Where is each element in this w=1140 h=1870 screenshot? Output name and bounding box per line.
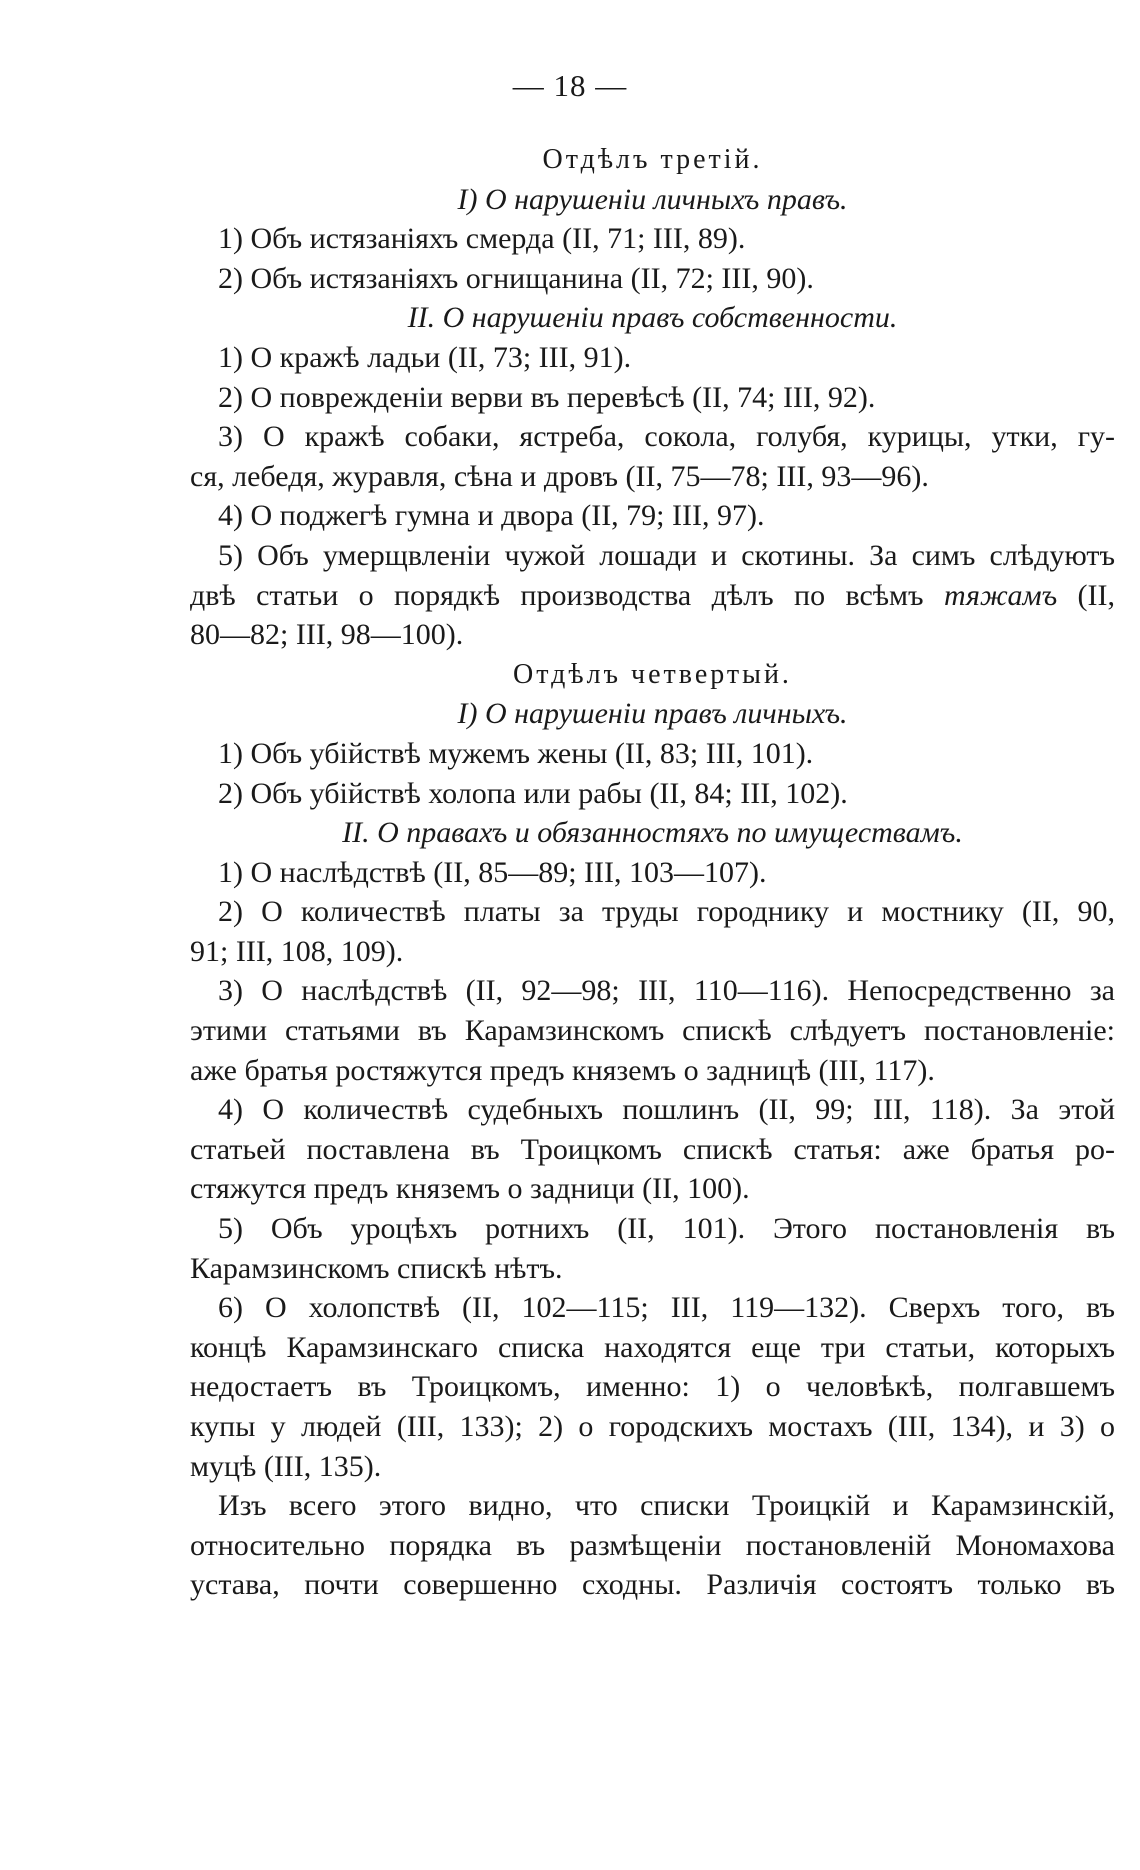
text-line: относительно порядка въ размѣщеніи постановленій Мономахова bbox=[190, 1528, 1115, 1562]
text-line: 2) О поврежденіи верви въ перевѣсѣ (II, 74; III, 92). bbox=[218, 380, 876, 414]
text-line: 2) Объ истязаніяхъ огнищанина (II, 72; III, 90). bbox=[218, 261, 814, 295]
page-number: — 18 — bbox=[512, 68, 628, 103]
text-line: 2) О количествѣ платы за труды городнику и мостнику (II, 90, bbox=[218, 895, 1115, 929]
text-line: муцѣ (III, 135). bbox=[190, 1449, 382, 1483]
text-line: 1) О наслѣдствѣ (II, 85—89; III, 103—107). bbox=[218, 855, 767, 889]
section-heading-part-four: Отдѣлъ четвертый. bbox=[513, 658, 792, 690]
text-line: купы у людей (III, 133); 2) о городскихъ мостахъ (III, 134), и 3) о bbox=[190, 1410, 1115, 1443]
text-line: этими статьями въ Карамзинскомъ спискѣ слѣдуетъ постановленіе: bbox=[190, 1014, 1115, 1048]
text-line: концѣ Карамзинскаго списка находятся еще три статьи, которыхъ bbox=[190, 1330, 1115, 1364]
text-line: 1) Объ истязаніяхъ смерда (II, 71; III, 89). bbox=[218, 222, 746, 256]
subheading-personal-rights: I) О нарушеніи правъ личныхъ. bbox=[457, 697, 848, 731]
text-line: 5) Объ умерщвленіи чужой лошади и скотины. За симъ слѣдуютъ bbox=[218, 538, 1115, 572]
text-line: 1) Объ убійствѣ мужемъ жены (II, 83; III, 101). bbox=[218, 736, 814, 770]
subheading-personal-rights: I) О нарушеніи личныхъ правъ. bbox=[457, 182, 848, 216]
text-fragment: двѣ статьи о порядкѣ производства дѣлъ по всѣмъ bbox=[190, 578, 924, 612]
text-line: устава, почти совершенно сходны. Различія состоятъ только въ bbox=[190, 1568, 1115, 1602]
text-line: 4) О поджегѣ гумна и двора (II, 79; III, 97). bbox=[218, 499, 765, 533]
text-line-with-emphasis bbox=[190, 576, 1115, 616]
emphasized-word: тяжамъ bbox=[943, 578, 1058, 612]
text-line: 6) О холопствѣ (II, 102—115; III, 119—132). Сверхъ того, въ bbox=[218, 1291, 1115, 1325]
subheading-property-obligations: II. О правахъ и обязанностяхъ по имуществамъ. bbox=[342, 816, 963, 850]
text-fragment: (II, bbox=[1077, 578, 1115, 612]
text-line: 3) О наслѣдствѣ (II, 92—98; III, 110—116). Непосредственно за bbox=[218, 974, 1115, 1008]
text-line: 3) О кражѣ собаки, ястреба, сокола, голубя, курицы, утки, гу- bbox=[218, 420, 1115, 454]
text-body bbox=[190, 140, 1115, 1605]
text-line: аже братья ростяжутся предъ княземъ о задницѣ (III, 117). bbox=[190, 1053, 935, 1087]
text-line: ся, лебедя, журавля, сѣна и дровъ (II, 75—78; III, 93—96). bbox=[190, 459, 929, 493]
section-heading-part-three: Отдѣлъ третій. bbox=[542, 144, 763, 175]
text-line: 5) Объ уроцѣхъ ротнихъ (II, 101). Этого постановленія въ bbox=[218, 1212, 1115, 1246]
subheading-property-rights: II. О нарушеніи правъ собственности. bbox=[407, 301, 898, 335]
text-line: недостаетъ въ Троицкомъ, именно: 1) о человѣкѣ, полгавшемъ bbox=[190, 1370, 1115, 1404]
text-line: Карамзинскомъ спискѣ нѣтъ. bbox=[190, 1251, 563, 1285]
text-line: 80—82; III, 98—100). bbox=[190, 618, 464, 652]
text-line: 91; III, 108, 109). bbox=[190, 934, 404, 968]
text-line: статьей поставлена въ Троицкомъ спискѣ статья: аже братья ро- bbox=[190, 1132, 1115, 1166]
text-line: 2) Объ убійствѣ холопа или рабы (II, 84; III, 102). bbox=[218, 776, 848, 810]
text-line: 4) О количествѣ судебныхъ пошлинъ (II, 99; III, 118). За этой bbox=[218, 1093, 1115, 1127]
text-line: 1) О кражѣ ладьи (II, 73; III, 91). bbox=[218, 340, 632, 374]
text-line: Изъ всего этого видно, что списки Троицкій и Карамзинскій, bbox=[218, 1489, 1115, 1523]
text-line: стяжутся предъ княземъ о задници (II, 100). bbox=[190, 1172, 750, 1206]
